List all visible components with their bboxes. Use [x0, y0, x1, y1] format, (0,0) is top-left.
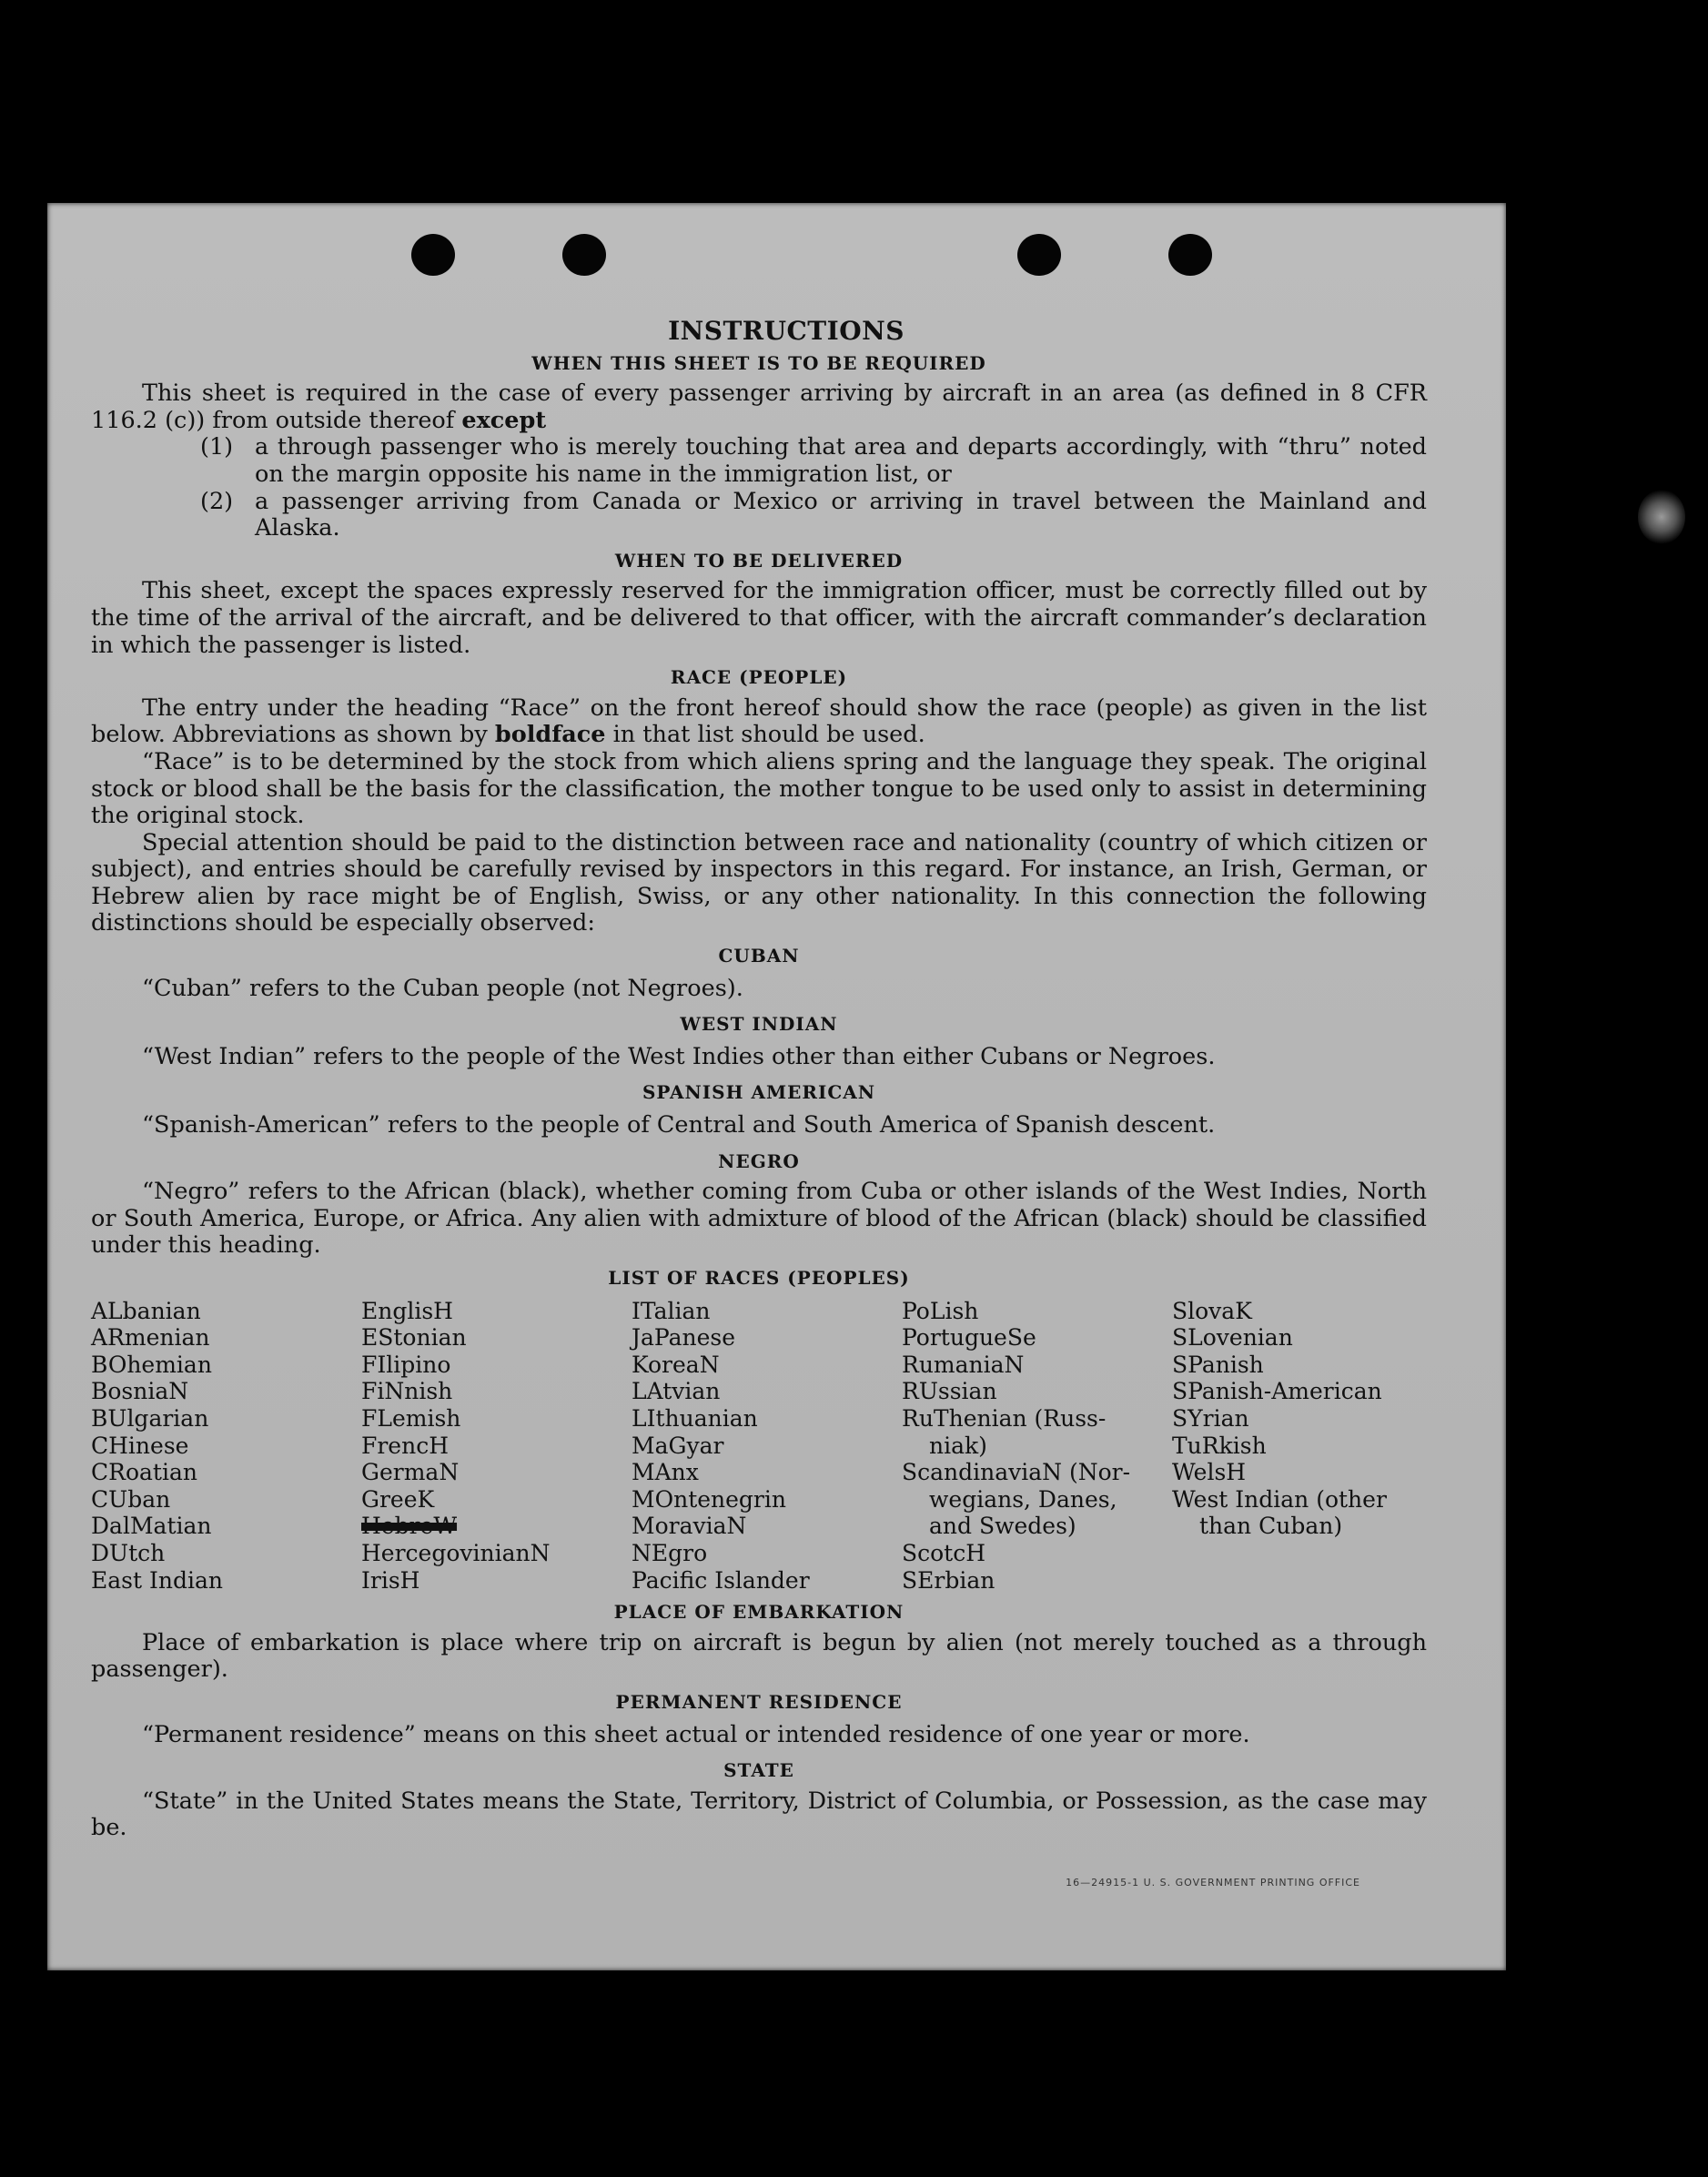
document-body	[91, 318, 1427, 1842]
race-entry: ITalian	[632, 1297, 711, 1324]
list-item: (2) a passenger arriving from Canada or Mexico or arriving in travel between the Mainland and Alaska.	[200, 487, 1427, 542]
race-entry: SErbian	[902, 1566, 995, 1594]
race-entry: PortugueSe	[902, 1324, 1036, 1352]
race-entry: and Swedes)	[929, 1513, 1076, 1540]
race-entry: GreeK	[361, 1485, 435, 1513]
race-entry: West Indian (other	[1172, 1485, 1387, 1513]
race-entry: WelsH	[1172, 1459, 1247, 1486]
race-entry: CUban	[91, 1485, 171, 1513]
race-entry: ARmenian	[91, 1324, 210, 1352]
residence-text: “Permanent residence” means on this sheet actual or intended residence of one year or more.	[142, 1720, 1250, 1748]
race-entry: ScandinaviaN (Nor-	[902, 1459, 1131, 1486]
race-entry: CRoatian	[91, 1459, 197, 1486]
race-entry: MaGyar	[632, 1432, 724, 1459]
heading-when-required: WHEN THIS SHEET IS TO BE REQUIRED	[531, 351, 986, 374]
race-entry: RUssian	[902, 1378, 997, 1405]
scan-glare	[1638, 490, 1685, 544]
race-entry: DUtch	[91, 1539, 166, 1566]
negro-text: “Negro” refers to the African (black), whether coming from Cuba or other islands of the West Indies, North or South America, Europe, or Africa. Any alien with admixture of blood of the African (black) should be classified under this heading.	[91, 1178, 1427, 1260]
race-column-1	[91, 1298, 346, 1595]
printing-office-code: 16—24915-1 U. S. GOVERNMENT PRINTING OFFICE	[1066, 1877, 1360, 1888]
state-text: “State” in the United States means the State, Territory, District of Columbia, or Possession, as the case may be.	[91, 1787, 1427, 1842]
heading-list-of-races: LIST OF RACES (PEOPLES)	[608, 1267, 910, 1289]
heading-when-delivered: WHEN TO BE DELIVERED	[614, 549, 904, 572]
race-paragraph-3: Special attention should be paid to the distinction between race and nationality (country of which citizen or subject), and entries should be carefully revised by inspectors in this regard. For instance, an Irish, German, or Hebrew alien by race might be of English, Swiss, or any other nationality. In this connection the following distinctions should be especially observed:	[91, 828, 1427, 937]
when-delivered-text: This sheet, except the spaces expressly reserved for the immigration officer, must be correctly filled out by the time of the arrival of the aircraft, and be delivered to that officer, with the aircraft commander’s declaration in which the passenger is listed.	[91, 577, 1427, 659]
race-entry: IrisH	[361, 1566, 420, 1594]
race-column-5	[1172, 1298, 1427, 1595]
punch-hole	[1168, 234, 1212, 276]
heading-race: RACE (PEOPLE)	[670, 666, 848, 689]
race-entry: BUlgarian	[91, 1404, 209, 1432]
race-entry: MAnx	[632, 1459, 699, 1486]
race-entry: MoraviaN	[632, 1513, 747, 1540]
race-entry: LAtvian	[632, 1378, 721, 1405]
race-column-3	[632, 1298, 886, 1595]
heading-embarkation: PLACE OF EMBARKATION	[613, 1601, 905, 1624]
race-entry: TuRkish	[1172, 1432, 1267, 1459]
race-entry: EStonian	[361, 1324, 467, 1352]
heading-spanish-american: SPANISH AMERICAN	[642, 1081, 876, 1104]
document-title: INSTRUCTIONS	[668, 316, 905, 346]
race-entry: SlovaK	[1172, 1297, 1252, 1324]
punch-hole	[562, 234, 606, 276]
cuban-text: “Cuban” refers to the Cuban people (not Negroes).	[142, 974, 743, 1002]
race-entry: RumaniaN	[902, 1351, 1025, 1378]
race-entry: wegians, Danes,	[929, 1485, 1117, 1513]
race-entry: KoreaN	[632, 1351, 720, 1378]
race-list	[91, 1298, 1427, 1595]
heading-negro: NEGRO	[718, 1149, 800, 1172]
race-entry: than Cuban)	[1199, 1513, 1343, 1540]
race-entry: MOntenegrin	[632, 1485, 786, 1513]
race-column-2	[361, 1298, 616, 1595]
punch-hole	[411, 234, 455, 276]
instruction-sheet	[47, 203, 1506, 1970]
race-entry: FiNnish	[361, 1378, 453, 1405]
race-entry: JaPanese	[632, 1324, 736, 1352]
race-entry: HercegovinianN	[361, 1539, 551, 1566]
race-entry: DalMatian	[91, 1513, 212, 1540]
race-entry: ALbanian	[91, 1297, 201, 1324]
spanish-american-text: “Spanish-American” refers to the people of Central and South America of Spanish descent.	[142, 1111, 1216, 1139]
race-entry: SPanish-American	[1172, 1378, 1382, 1405]
heading-west-indian: WEST INDIAN	[680, 1013, 838, 1036]
race-entry: Pacific Islander	[632, 1566, 810, 1594]
race-entry: niak)	[929, 1432, 987, 1459]
race-entry: GermaN	[361, 1459, 460, 1486]
heading-cuban: CUBAN	[718, 945, 800, 967]
race-paragraph-1: The entry under the heading “Race” on the front hereof should show the race (people) as given in the list below. Abbreviations as shown by boldface in that list should be used.	[91, 694, 1427, 749]
race-entry: BOhemian	[91, 1351, 212, 1378]
race-entry: EnglisH	[361, 1297, 453, 1324]
when-required-intro: This sheet is required in the case of every passenger arriving by aircraft in an area (as defined in 8 CFR 116.2 (c)) from outside thereof except	[91, 380, 1427, 434]
punch-hole	[1017, 234, 1061, 276]
race-entry: HebreW	[361, 1513, 458, 1540]
race-entry: NEgro	[632, 1539, 708, 1566]
west-indian-text: “West Indian” refers to the people of the West Indies other than either Cubans or Negroes.	[142, 1042, 1216, 1070]
race-entry: FIlipino	[361, 1351, 451, 1378]
race-entry: SLovenian	[1172, 1324, 1293, 1352]
list-item: (1) a through passenger who is merely touching that area and departs accordingly, with “thru” noted on the margin opposite his name in the immigration list, or	[200, 433, 1427, 488]
race-entry: RuThenian (Russ-	[902, 1404, 1107, 1432]
race-entry: FrencH	[361, 1432, 449, 1459]
race-entry: ScotcH	[902, 1539, 986, 1566]
race-entry: CHinese	[91, 1432, 189, 1459]
race-entry: PoLish	[902, 1297, 979, 1324]
race-entry: BosniaN	[91, 1378, 189, 1405]
race-entry: FLemish	[361, 1404, 461, 1432]
embarkation-text: Place of embarkation is place where trip on aircraft is begun by alien (not merely touched as a through passenger).	[91, 1628, 1427, 1684]
heading-permanent-residence: PERMANENT RESIDENCE	[615, 1690, 903, 1713]
race-entry: East Indian	[91, 1566, 223, 1594]
race-paragraph-2: “Race” is to be determined by the stock from which aliens spring and the language they speak. The original stock or blood shall be the basis for the classification, the mother tongue to be used only to assist in determining the original stock.	[91, 747, 1427, 830]
race-entry: SPanish	[1172, 1351, 1264, 1378]
race-entry: SYrian	[1172, 1404, 1249, 1432]
race-column-4	[902, 1298, 1157, 1595]
heading-state: STATE	[723, 1759, 794, 1782]
race-entry: LIthuanian	[632, 1404, 758, 1432]
